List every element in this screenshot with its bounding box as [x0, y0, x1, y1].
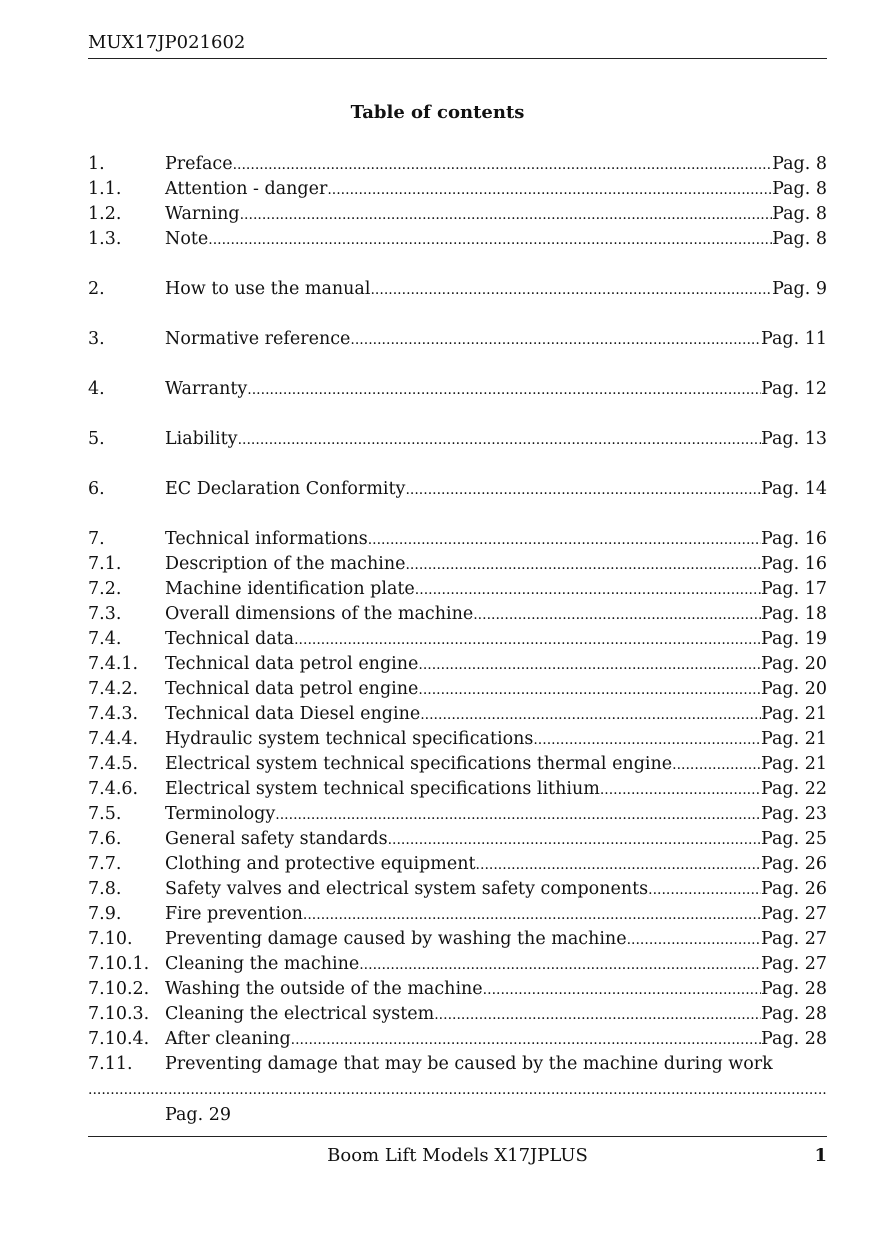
toc-entry-label: Terminology — [165, 804, 276, 824]
toc-entry[interactable] — [88, 827, 827, 852]
toc-entry-label: Warning — [165, 204, 240, 224]
toc-leader-dots — [294, 627, 761, 653]
page-header — [88, 30, 827, 59]
toc-entry[interactable] — [88, 527, 827, 552]
toc-entry[interactable] — [88, 327, 827, 352]
toc-entry[interactable] — [88, 577, 827, 602]
toc-leader-dots — [473, 602, 761, 628]
toc-leader-dots — [359, 952, 761, 978]
toc-entry-page: Pag. 9 — [772, 279, 827, 299]
toc-leader-dots — [476, 852, 761, 878]
toc-leader-dots — [533, 727, 761, 753]
toc-entry[interactable] — [88, 702, 827, 727]
toc-entry-number: 1. — [88, 154, 105, 174]
toc-entry-number: 7.4.4. — [88, 729, 139, 749]
toc-entry-page: Pag. 26 — [760, 879, 827, 899]
toc-entry-page: Pag. 23 — [760, 804, 827, 824]
toc-entry[interactable] — [88, 927, 827, 952]
toc-entry-page: Pag. 8 — [772, 229, 827, 249]
toc-leader-dots — [238, 427, 761, 453]
toc-entry[interactable] — [88, 1002, 827, 1027]
toc-leader-dots — [600, 777, 761, 803]
toc-entry-label: Cleaning the machine — [165, 954, 360, 974]
toc-leader-dots — [370, 277, 772, 303]
toc-entry[interactable] — [88, 652, 827, 677]
toc-entry[interactable] — [88, 902, 827, 927]
toc-entry[interactable] — [88, 627, 827, 652]
toc-leader-dots — [275, 802, 761, 828]
toc-entry[interactable] — [88, 477, 827, 502]
toc-entry-number: 7.10.1. — [88, 954, 150, 974]
page-title: Table of contents — [350, 102, 525, 123]
toc-entry-number: 1.2. — [88, 204, 122, 224]
toc-entry[interactable] — [88, 977, 827, 1002]
toc-entry[interactable] — [88, 277, 827, 302]
toc-entry-page: Pag. 29 — [165, 1105, 232, 1125]
toc-entry-page: Pag. 20 — [760, 679, 827, 699]
toc-entry-number: 7.8. — [88, 879, 122, 899]
toc-entry[interactable] — [88, 552, 827, 577]
toc-entry-number: 7. — [88, 529, 105, 549]
toc-entry-label: Washing the outside of the machine — [165, 979, 483, 999]
toc-entry-number: 7.4.5. — [88, 754, 139, 774]
toc-entry-page: Pag. 21 — [760, 704, 827, 724]
toc-entry[interactable] — [88, 952, 827, 977]
toc-entry[interactable] — [88, 727, 827, 752]
toc-entry[interactable] — [88, 202, 827, 227]
toc-entry-page: Pag. 27 — [760, 904, 827, 924]
toc-entry-number: 7.10.3. — [88, 1004, 150, 1024]
toc-entry-page: Pag. 17 — [760, 579, 827, 599]
toc-entry-number: 5. — [88, 429, 105, 449]
toc-entry-label: After cleaning — [165, 1029, 291, 1049]
toc-entry-number: 3. — [88, 329, 105, 349]
toc-leader-dots — [434, 1002, 761, 1028]
toc-entry[interactable] — [88, 377, 827, 402]
toc-entry-page: Pag. 27 — [760, 954, 827, 974]
toc-leader-dots — [420, 702, 761, 728]
toc-entry[interactable] — [88, 427, 827, 452]
toc-entry-number: 7.3. — [88, 604, 122, 624]
toc-entry-number: 7.9. — [88, 904, 122, 924]
toc-entry-number: 4. — [88, 379, 105, 399]
toc-entry-number: 7.4. — [88, 629, 122, 649]
toc-entry-page: Pag. 20 — [760, 654, 827, 674]
toc-entry-label: Technical data petrol engine — [165, 654, 419, 674]
toc-entry-label: Overall dimensions of the machine — [165, 604, 474, 624]
toc-entry-number: 7.6. — [88, 829, 122, 849]
toc-entry-page: Pag. 28 — [760, 1004, 827, 1024]
toc-entry[interactable] — [88, 1052, 827, 1128]
toc-entry-label: Technical data Diesel engine — [165, 704, 421, 724]
toc-entry-number: 7.10.4. — [88, 1029, 150, 1049]
toc-entry-page: Pag. 16 — [760, 554, 827, 574]
table-of-contents — [88, 152, 827, 1128]
toc-entry-page: Pag. 13 — [760, 429, 827, 449]
toc-entry-number: 7.1. — [88, 554, 122, 574]
toc-entry-number: 7.4.2. — [88, 679, 139, 699]
toc-entry-number: 7.10. — [88, 929, 133, 949]
toc-leader-dots — [247, 377, 761, 403]
toc-leader-dots — [415, 577, 761, 603]
toc-entry-label: Liability — [165, 429, 238, 449]
toc-entry-page: Pag. 26 — [760, 854, 827, 874]
toc-entry[interactable] — [88, 777, 827, 802]
toc-entry-page: Pag. 16 — [760, 529, 827, 549]
toc-entry-label: Fire prevention — [165, 904, 303, 924]
toc-entry-page: Pag. 25 — [760, 829, 827, 849]
toc-entry-number: 7.11. — [88, 1054, 133, 1074]
toc-entry-number: 7.4.1. — [88, 654, 139, 674]
toc-entry-page: Pag. 28 — [760, 979, 827, 999]
toc-entry-label: Clothing and protective equipment — [165, 854, 476, 874]
toc-leader-dots — [627, 927, 761, 953]
document-code: MUX17JP021602 — [88, 32, 246, 53]
toc-entry-number: 7.4.6. — [88, 779, 139, 799]
toc-entry-page: Pag. 22 — [760, 779, 827, 799]
toc-entry-page: Pag. 12 — [760, 379, 827, 399]
toc-entry[interactable] — [88, 802, 827, 827]
toc-entry-label: Note — [165, 229, 209, 249]
toc-entry-number: 6. — [88, 479, 105, 499]
toc-entry[interactable] — [88, 602, 827, 627]
toc-leader-dots — [303, 902, 761, 928]
toc-entry-label: Normative reference — [165, 329, 351, 349]
toc-leader-dots — [405, 477, 761, 503]
toc-entry-label: Warranty — [165, 379, 248, 399]
toc-entry-label: Hydraulic system technical specifications — [165, 729, 534, 749]
toc-entry[interactable] — [88, 877, 827, 902]
toc-entry[interactable] — [88, 677, 827, 702]
toc-entry-label: Preface — [165, 154, 233, 174]
toc-entry-label: Attention - danger — [165, 179, 328, 199]
toc-leader-dots — [648, 877, 761, 903]
toc-entry-label: Preventing damage that may be caused by the machine during work — [165, 1054, 773, 1074]
toc-leader-dots — [368, 527, 761, 553]
toc-entry-page: Pag. 8 — [772, 179, 827, 199]
toc-entry[interactable] — [88, 1027, 827, 1052]
toc-entry-number: 7.4.3. — [88, 704, 139, 724]
toc-entry-number: 7.2. — [88, 579, 122, 599]
toc-entry-number: 7.7. — [88, 854, 122, 874]
toc-leader-dots — [350, 327, 761, 353]
toc-entry-page: Pag. 28 — [760, 1029, 827, 1049]
toc-entry-page: Pag. 11 — [760, 329, 827, 349]
toc-leader-dots — [418, 677, 761, 703]
toc-entry-page: Pag. 19 — [760, 629, 827, 649]
toc-entry-number: 7.5. — [88, 804, 122, 824]
toc-entry-number: 7.10.2. — [88, 979, 150, 999]
toc-entry-page: Pag. 14 — [760, 479, 827, 499]
toc-entry-label: Machine identification plate — [165, 579, 415, 599]
toc-leader-dots — [405, 552, 761, 578]
toc-entry-page: Pag. 27 — [760, 929, 827, 949]
toc-entry-page: Pag. 8 — [772, 204, 827, 224]
toc-leader-dots — [240, 202, 773, 228]
toc-leader-dots — [208, 227, 772, 253]
toc-entry-page: Pag. 8 — [772, 154, 827, 174]
toc-leader-dots — [672, 752, 761, 778]
toc-entry-number: 1.3. — [88, 229, 122, 249]
toc-entry-page: Pag. 21 — [760, 754, 827, 774]
toc-entry-label: Preventing damage caused by washing the machine — [165, 929, 627, 949]
toc-entry-label: EC Declaration Conformity — [165, 479, 406, 499]
page-footer — [88, 1136, 827, 1171]
toc-entry-label: Electrical system technical specifications lithium — [165, 779, 600, 799]
footer-title: Boom Lift Models X17JPLUS — [327, 1145, 588, 1166]
toc-entry-label: Safety valves and electrical system safety components — [165, 879, 649, 899]
toc-leader-dots — [88, 1077, 827, 1103]
toc-entry-page: Pag. 18 — [760, 604, 827, 624]
toc-leader-dots — [418, 652, 761, 678]
toc-entry-label: Technical data — [165, 629, 295, 649]
toc-leader-dots — [327, 177, 772, 203]
toc-leader-dots — [388, 827, 761, 853]
toc-entry-label: How to use the manual — [165, 279, 371, 299]
toc-entry[interactable] — [88, 752, 827, 777]
toc-entry-label: General safety standards — [165, 829, 388, 849]
toc-entry[interactable] — [88, 177, 827, 202]
toc-entry[interactable] — [88, 227, 827, 252]
toc-leader-dots — [483, 977, 761, 1003]
toc-entry-label: Description of the machine — [165, 554, 406, 574]
toc-entry-page: Pag. 21 — [760, 729, 827, 749]
toc-entry[interactable] — [88, 152, 827, 177]
toc-entry[interactable] — [88, 852, 827, 877]
toc-entry-label: Technical data petrol engine — [165, 679, 419, 699]
page-number: 1 — [814, 1145, 827, 1166]
toc-entry-label: Technical informations — [165, 529, 368, 549]
toc-entry-number: 1.1. — [88, 179, 122, 199]
toc-leader-dots — [233, 152, 773, 178]
toc-entry-number: 2. — [88, 279, 105, 299]
toc-entry-label: Electrical system technical specifications thermal engine — [165, 754, 673, 774]
toc-leader-dots — [291, 1027, 761, 1053]
toc-entry-label: Cleaning the electrical system — [165, 1004, 435, 1024]
